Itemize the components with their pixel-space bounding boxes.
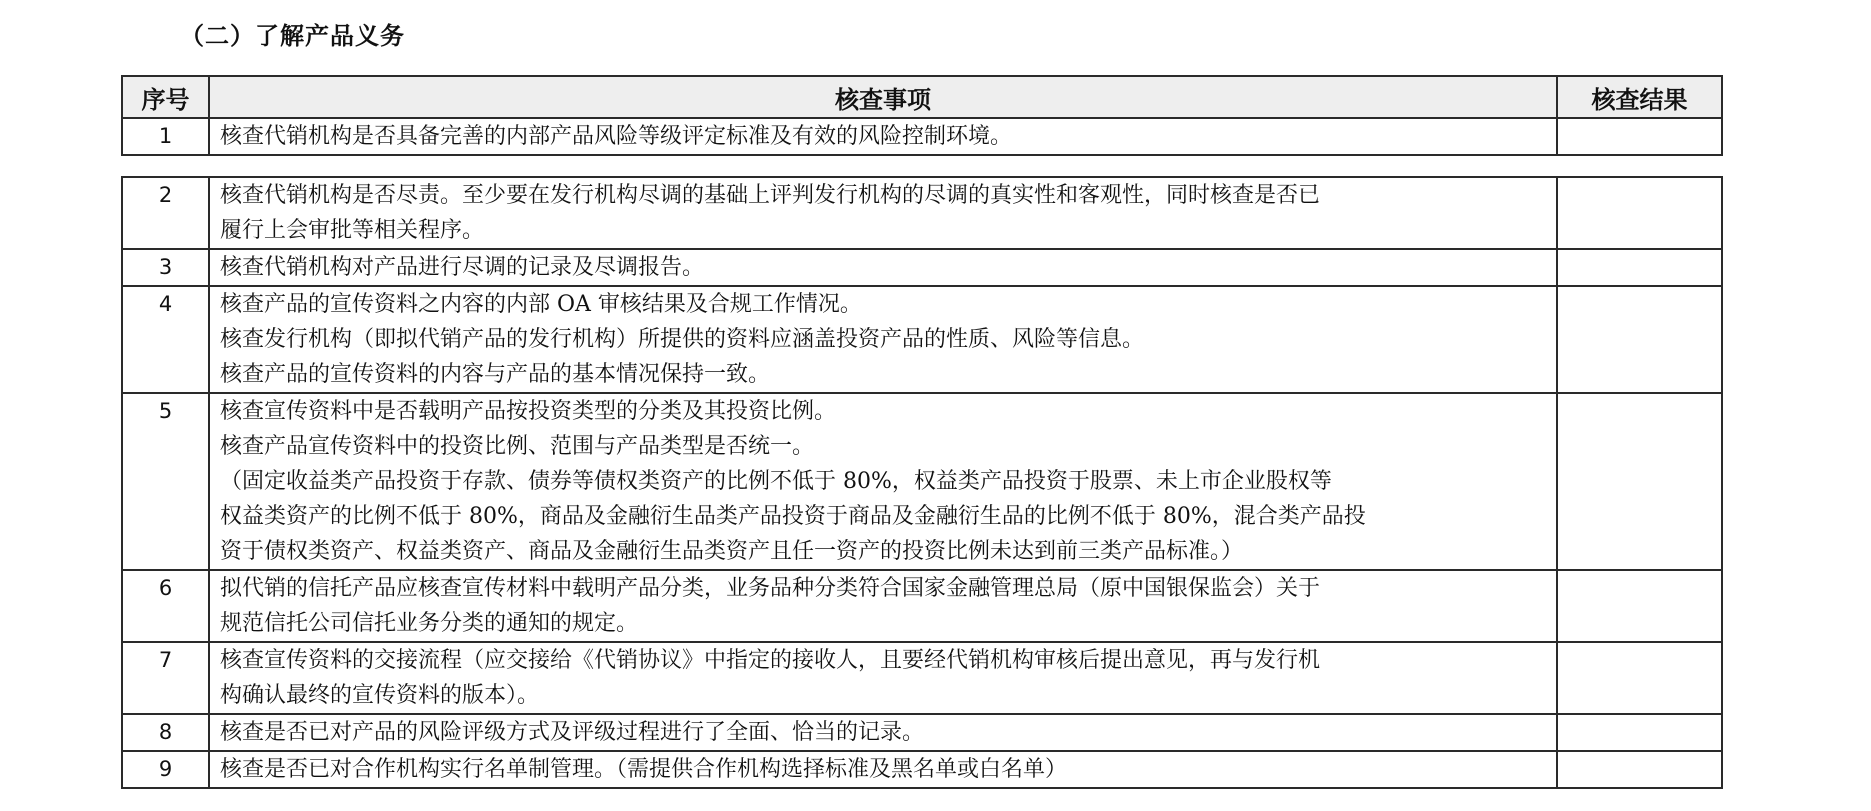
check-result-cell[interactable]	[1557, 286, 1722, 393]
row-number: 6	[122, 570, 209, 642]
check-item-cell	[209, 118, 1557, 155]
header-result: 核查结果	[1557, 76, 1722, 118]
check-item-cell	[209, 393, 1557, 570]
table-row	[122, 570, 1722, 642]
header-no: 序号	[122, 76, 209, 118]
check-item-cell	[209, 642, 1557, 714]
table-row	[122, 393, 1722, 570]
check-item-line: 核查发行机构（即拟代销产品的发行机构）所提供的资料应涵盖投资产品的性质、风险等信息。	[220, 327, 1145, 352]
table-row	[122, 118, 1722, 155]
row-number: 2	[122, 177, 209, 249]
check-item-line: 规范信托公司信托业务分类的通知的规定。	[220, 611, 639, 636]
check-item-line: 核查产品宣传资料中的投资比例、范围与产品类型是否统一。	[220, 434, 815, 459]
row-number: 9	[122, 751, 209, 788]
table-row	[122, 177, 1722, 249]
check-item-line: 核查产品的宣传资料之内容的内部 OA 审核结果及合规工作情况。	[220, 292, 862, 317]
table-row	[122, 249, 1722, 286]
table-row	[122, 714, 1722, 751]
row-number: 5	[122, 393, 209, 570]
check-item-line: 核查宣传资料中是否载明产品按投资类型的分类及其投资比例。	[220, 399, 837, 424]
section-title: （二）了解产品义务	[180, 22, 405, 50]
check-item-line: （固定收益类产品投资于存款、债券等债权类资产的比例不低于 80%，权益类产品投资于股票、未上市企业股权等	[220, 469, 1332, 494]
table-row	[122, 642, 1722, 714]
header-item: 核查事项	[209, 76, 1557, 118]
check-item-line: 资于债权类资产、权益类资产、商品及金融衍生品类资产且任一资产的投资比例未达到前三类产品标准。）	[220, 539, 1244, 564]
check-item-line: 权益类资产的比例不低于 80%，商品及金融衍生品类产品投资于商品及金融衍生品的比例不低于 80%，混合类产品投	[220, 504, 1366, 529]
check-item-line: 核查是否已对产品的风险评级方式及评级过程进行了全面、恰当的记录。	[220, 720, 925, 745]
check-result-cell[interactable]	[1557, 177, 1722, 249]
check-item-line: 核查宣传资料的交接流程（应交接给《代销协议》中指定的接收人，且要经代销机构审核后提出意见，再与发行机	[220, 648, 1321, 673]
check-item-line: 核查代销机构对产品进行尽调的记录及尽调报告。	[220, 255, 705, 280]
check-table-part-2	[121, 176, 1723, 789]
row-number: 1	[122, 118, 209, 155]
check-result-cell[interactable]	[1557, 570, 1722, 642]
table-header-row	[122, 76, 1722, 118]
check-result-cell[interactable]	[1557, 118, 1722, 155]
check-item-cell	[209, 177, 1557, 249]
check-result-cell[interactable]	[1557, 751, 1722, 788]
check-result-cell[interactable]	[1557, 714, 1722, 751]
check-item-line: 拟代销的信托产品应核查宣传材料中载明产品分类，业务品种分类符合国家金融管理总局（原中国银保监会）关于	[220, 576, 1321, 601]
row-number: 8	[122, 714, 209, 751]
check-item-cell	[209, 249, 1557, 286]
check-item-cell	[209, 751, 1557, 788]
check-item-line: 核查是否已对合作机构实行名单制管理。（需提供合作机构选择标准及黑名单或白名单）	[220, 757, 1068, 782]
check-item-line: 核查代销机构是否具备完善的内部产品风险等级评定标准及有效的风险控制环境。	[220, 124, 1013, 149]
check-item-cell	[209, 714, 1557, 751]
check-item-line: 核查代销机构是否尽责。至少要在发行机构尽调的基础上评判发行机构的尽调的真实性和客观性，同时核查是否已	[220, 183, 1321, 208]
row-number: 7	[122, 642, 209, 714]
check-result-cell[interactable]	[1557, 393, 1722, 570]
check-item-cell	[209, 286, 1557, 393]
check-result-cell[interactable]	[1557, 249, 1722, 286]
row-number: 4	[122, 286, 209, 393]
table-row	[122, 286, 1722, 393]
check-item-line: 核查产品的宣传资料的内容与产品的基本情况保持一致。	[220, 362, 771, 387]
row-number: 3	[122, 249, 209, 286]
check-item-line: 履行上会审批等相关程序。	[220, 218, 485, 243]
check-table-part-1	[121, 75, 1723, 156]
check-item-line: 构确认最终的宣传资料的版本）。	[220, 683, 540, 708]
check-item-cell	[209, 570, 1557, 642]
table-row	[122, 751, 1722, 788]
check-result-cell[interactable]	[1557, 642, 1722, 714]
